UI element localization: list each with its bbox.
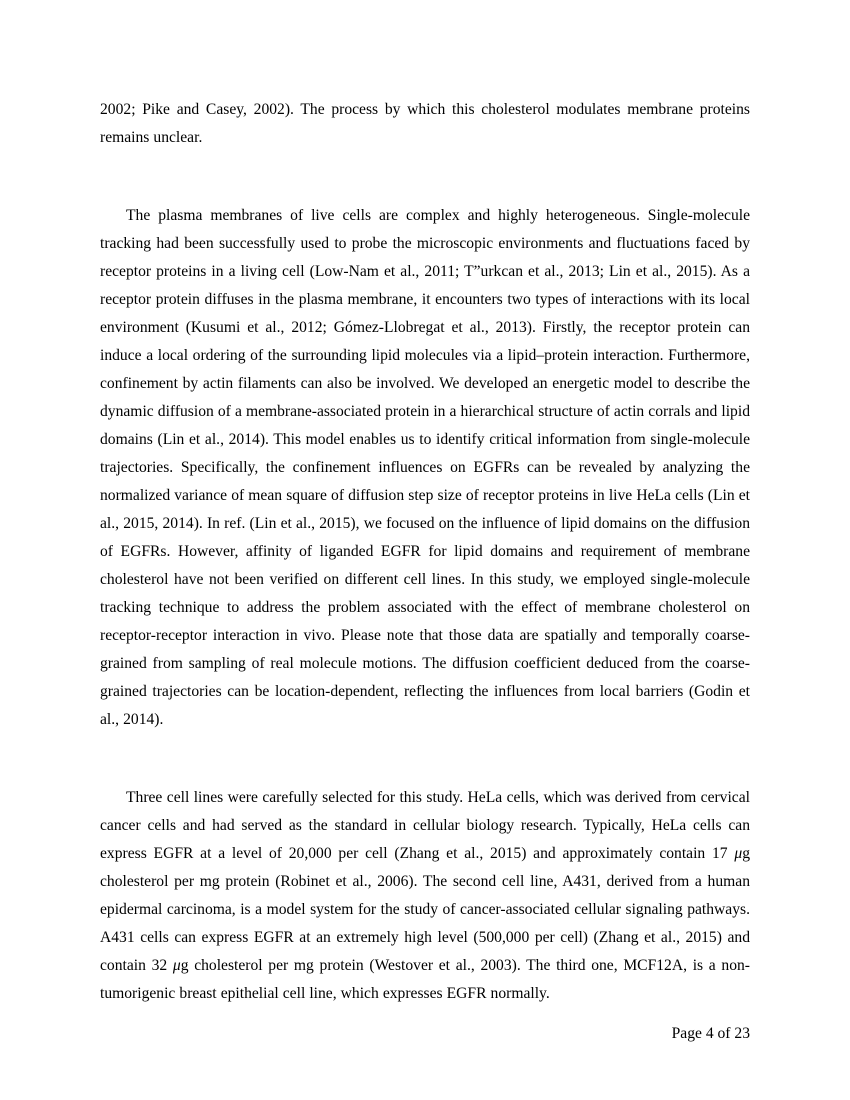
paragraph-spacer (100, 152, 750, 202)
page-footer (100, 1022, 750, 1046)
paragraph-spacer (100, 734, 750, 784)
paragraph-three-cell-lines (100, 784, 750, 1008)
paragraph-three-segment-a: Three cell lines were carefully selected for this study. HeLa cells, which was derived from cervical cancer cells and had served as the standard in cellular biology research. Typically, HeLa cells can express EGFR at a level of 20,000 per cell (Zhang et al., 2015) and approximately contain 17 (100, 789, 750, 862)
paragraph-three-segment-b: g cholesterol per mg protein (Robinet et al., 2006). The second cell line, A431, derived from a human epidermal carcinoma, is a model system for the study of cancer-associated cellular signaling pathways. A431 cells can express EGFR at an extremely high level (500,000 per cell) (Zhang et al., 2015) and contain 32 (100, 845, 750, 974)
paragraph-three-segment-c: g cholesterol per mg protein (Westover et al., 2003). The third one, MCF12A, is a non-tumorigenic breast epithelial cell line, which expresses EGFR normally. (100, 957, 750, 1002)
micro-symbol: μ (172, 957, 181, 974)
paragraph-plasma-membranes: The plasma membranes of live cells are complex and highly heterogeneous. Single-molecule tracking had been successfully used to probe the microscopic environments and fluctuations faced by receptor proteins in a living cell (Low-Nam et al., 2011; T”urkcan et al., 2013; Lin et al., 2015). As a receptor protein diffuses in the plasma membrane, it encounters two types of interactions with its local environment (Kusumi et al., 2012; Gómez-Llobregat et al., 2013). Firstly, the receptor protein can induce a local ordering of the surrounding lipid molecules via a lipid–protein interaction. Furthermore, confinement by actin filaments can also be involved. We developed an energetic model to describe the dynamic diffusion of a membrane-associated protein in a hierarchical structure of actin corrals and lipid domains (Lin et al., 2014). This model enables us to identify critical information from single-molecule trajectories. Specifically, the confinement influences on EGFRs can be revealed by analyzing the normalized variance of mean square of diffusion step size of receptor proteins in live HeLa cells (Lin et al., 2015, 2014). In ref. (Lin et al., 2015), we focused on the influence of lipid domains on the diffusion of EGFRs. However, affinity of liganded EGFR for lipid domains and requirement of membrane cholesterol have not been verified on different cell lines. In this study, we employed single-molecule tracking technique to address the problem associated with the effect of membrane cholesterol on receptor-receptor interaction in vivo. Please note that those data are spatially and temporally coarse-grained from sampling of real molecule motions. The diffusion coefficient deduced from the coarse-grained trajectories can be location-dependent, reflecting the influences from local barriers (Godin et al., 2014). (100, 207, 750, 728)
micro-symbol: μ (734, 845, 743, 862)
paragraph-continued: 2002; Pike and Casey, 2002). The process by which this cholesterol modulates membrane proteins remains unclear. (100, 101, 750, 146)
body-text-column (100, 96, 750, 1008)
page-number-label: Page 4 of 23 (671, 1025, 750, 1042)
